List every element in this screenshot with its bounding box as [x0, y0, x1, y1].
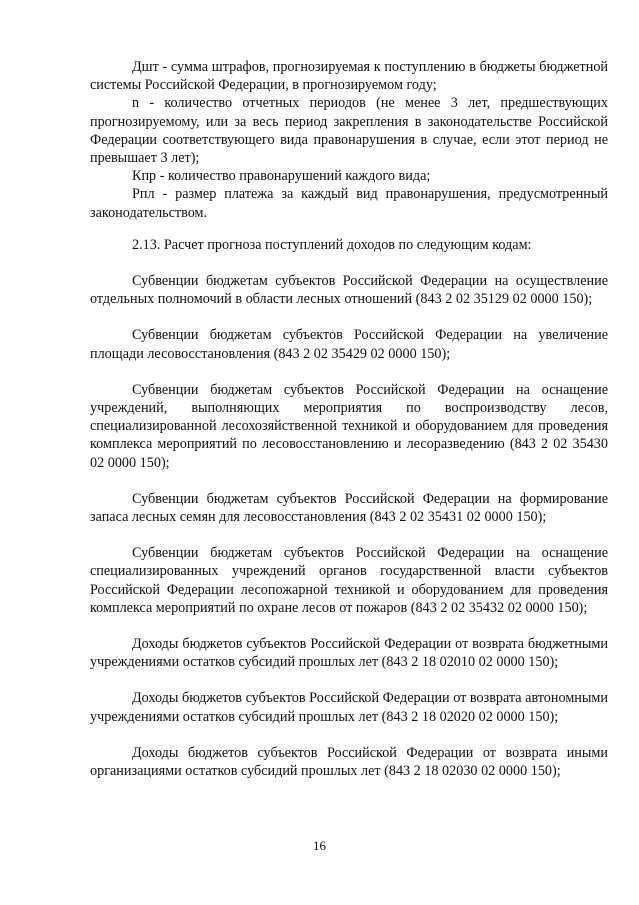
paragraph-code-35129: Субвенции бюджетам субъектов Российской Федерации на осуществление отдельных полномочий в области лесных отношений (843 2 02 35129 02 0000 150);: [90, 273, 608, 308]
paragraph-code-02020: Доходы бюджетов субъектов Российской Федерации от возврата автономными учреждениями остатков субсидий прошлых лет (843 2 18 02020 02 0000 150);: [90, 690, 608, 725]
paragraph-rpl-definition: Рпл - размер платежа за каждый вид правонарушения, предусмотренный законодательством.: [90, 186, 608, 221]
section-heading-2-13: 2.13. Расчет прогноза поступлений доходов по следующим кодам:: [132, 236, 532, 253]
paragraph-dsht-definition: Дшт - сумма штрафов, прогнозируемая к поступлению в бюджеты бюджетной системы Российской Федерации, в прогнозируемом году;: [90, 59, 608, 94]
paragraph-code-35429: Субвенции бюджетам субъектов Российской Федерации на увеличение площади лесовосстановления (843 2 02 35429 02 0000 150);: [90, 327, 608, 362]
document-page: [90, 58, 608, 780]
paragraph-kpr-definition: Кпр - количество правонарушений каждого вида;: [132, 168, 431, 185]
paragraph-n-definition: n - количество отчетных периодов (не менее 3 лет, предшествующих прогнозируемому, или за весь период закрепления в законодательстве Российской Федерации соответствующего вида правонарушения в случае, если этот период не превышает 3 лет);: [90, 95, 608, 167]
paragraph-code-02010: Доходы бюджетов субъектов Российской Федерации от возврата бюджетными учреждениями остатков субсидий прошлых лет (843 2 18 02010 02 0000 150);: [90, 636, 608, 671]
paragraph-code-35431: Субвенции бюджетам субъектов Российской Федерации на формирование запаса лесных семян для лесовосстановления (843 2 02 35431 02 0000 150);: [90, 490, 608, 526]
paragraph-code-02030: Доходы бюджетов субъектов Российской Федерации от возврата иными организациями остатков субсидий прошлых лет (843 2 18 02030 02 0000 150);: [90, 744, 608, 780]
paragraph-code-35432: Субвенции бюджетам субъектов Российской Федерации на оснащение специализированных учреждений органов государственной власти субъектов Российской Федерации лесопожарной техникой и оборудованием для проведения комплекса мероприятий по охране лесов от пожаров (843 2 02 35432 02 0000 150);: [90, 545, 608, 616]
paragraph-code-35430: Субвенции бюджетам субъектов Российской Федерации на оснащение учреждений, выполняющих мероприятия по воспроизводству лесов, специализированной лесохозяйственной техникой и оборудованием для проведения комплекса мероприятий по лесовосстановлению и лесоразведению (843 2 02 35430 02 0000 150);: [90, 381, 608, 471]
page-number: 16: [313, 838, 326, 853]
